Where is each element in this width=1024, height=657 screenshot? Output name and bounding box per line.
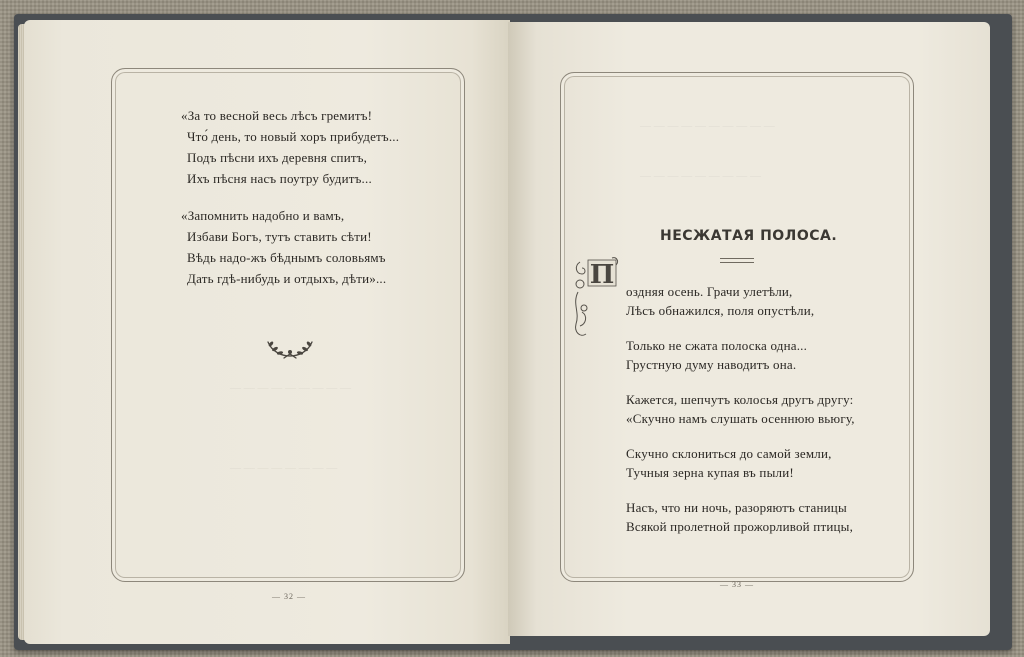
verse-line: Избави Богъ, тутъ ставить сѣти! [187,229,372,244]
verse-line: «Скучно намъ слушать осеннюю вьюгу, [626,411,855,426]
verse-line: «Запомнить надобно и вамъ, [181,208,345,223]
verse-line: Что́ день, то новый хоръ прибудетъ... [187,129,400,144]
show-through: — — — — — — — — [230,462,338,474]
verse-line: Вѣдь надо-жъ бѣднымъ соловьямъ [187,250,386,265]
laurel-ornament-icon [262,332,318,362]
poem-title: НЕСЖАТАЯ ПОЛОСА. [660,228,838,244]
show-through: — — — — — — — — — — [640,120,775,132]
drop-cap-letter: П [589,260,615,290]
show-through: — — — — — — — — — [230,382,351,394]
left-page-number: — 32 — [272,592,306,601]
right-page-number: — 33 — [720,580,754,589]
verse-line: Подъ пѣсни ихъ деревня спитъ, [187,150,368,165]
show-through: — — — — — — — — — [640,170,761,182]
drop-cap-ornament [572,252,622,340]
verse-line: Тучныя зерна купая въ пыли! [626,465,794,480]
title-rule [720,258,754,263]
verse-line: Грустную думу наводитъ она. [626,357,797,372]
verse-line: Скучно склониться до самой земли, [626,446,832,461]
verse-line: оздняя осень. Грачи улетѣли, [626,284,793,299]
verse-line: Только не сжата полоска одна... [626,338,808,353]
verse-line: Кажется, шепчутъ колосья другъ другу: [626,392,854,407]
verse-line: Всякой пролетной прожорливой птицы, [626,519,854,534]
verse-line: Ихъ пѣсня насъ поутру будитъ... [187,171,372,186]
verse-line: «За то весной весь лѣсъ гремитъ! [181,108,373,123]
verse-line: Насъ, что ни ночь, разоряютъ станицы [626,500,847,515]
verse-line: Дать гдѣ-нибудь и отдыхъ, дѣти»... [187,271,387,286]
verse-line: Лѣсъ обнажился, поля опустѣли, [626,303,815,318]
